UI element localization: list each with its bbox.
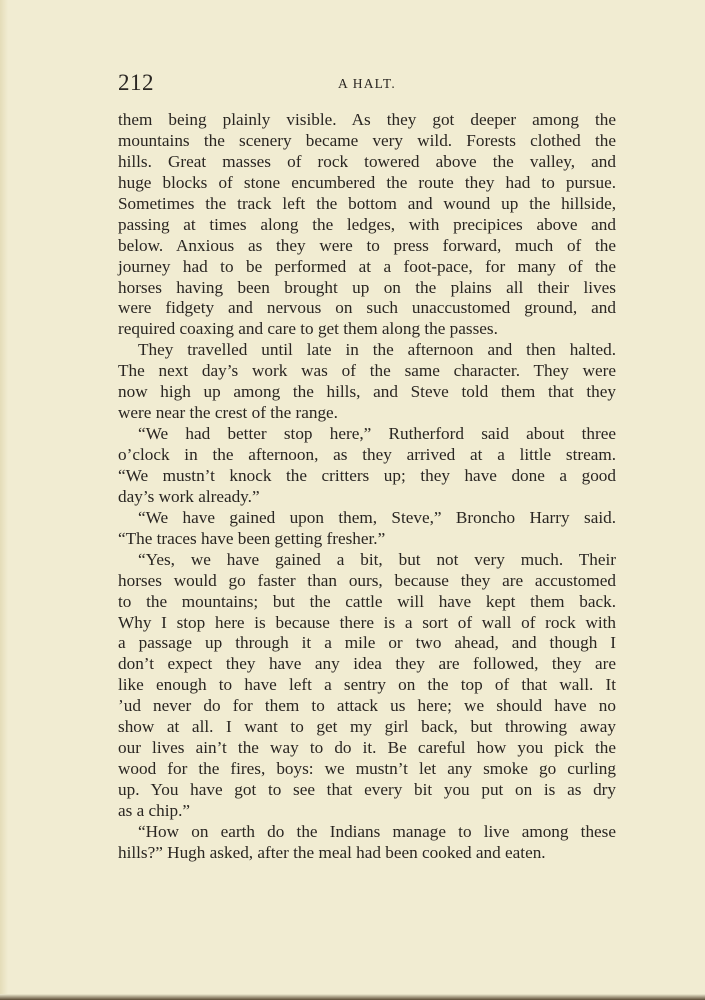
- text-line: don’t expect they have any idea they are followed, they are: [118, 654, 616, 674]
- text-line: The next day’s work was of the same character. They were: [118, 361, 616, 381]
- page-number: 212: [118, 70, 154, 95]
- text-line: “We have gained upon them, Steve,” Broncho Harry said.: [138, 507, 616, 527]
- text-line: They travelled until late in the afternoon and then halted.: [138, 340, 616, 360]
- text-line: horses having been brought up on the plains all their lives: [118, 277, 616, 297]
- text-line: like enough to have left a sentry on the top of that wall. It: [118, 675, 616, 695]
- text-line: ’ud never do for them to attack us here; we should have no: [118, 696, 616, 716]
- text-line: show at all. I want to get my girl back, but throwing away: [118, 717, 616, 737]
- page-header: [118, 70, 616, 94]
- running-head: A HALT.: [338, 76, 396, 91]
- text-line: hills?” Hugh asked, after the meal had been cooked and eaten.: [118, 842, 546, 862]
- text-line: “We had better stop here,” Rutherford said about three: [138, 424, 616, 444]
- text-line: as a chip.”: [118, 800, 191, 820]
- text-line: “How on earth do the Indians manage to live among these: [138, 821, 616, 841]
- text-line: Why I stop here is because there is a sort of wall of rock with: [118, 612, 616, 632]
- text-line: were near the crest of the range.: [118, 403, 338, 423]
- text-line: required coaxing and care to get them along the passes.: [118, 319, 498, 339]
- text-line: up. You have got to see that every bit you put on is as dry: [118, 780, 616, 799]
- text-line: “Yes, we have gained a bit, but not very much. Their: [138, 549, 616, 569]
- text-line: horses would go faster than ours, because they are accustomed: [118, 570, 616, 590]
- page-bottom-edge: [0, 994, 705, 1000]
- text-line: Sometimes the track left the bottom and wound up the hillside,: [118, 193, 616, 213]
- text-line: hills. Great masses of rock towered above the valley, and: [118, 151, 616, 171]
- text-line: journey had to be performed at a foot-pace, for many of the: [118, 256, 616, 276]
- text-line: mountains the scenery became very wild. Forests clothed the: [118, 130, 616, 150]
- text-line: to the mountains; but the cattle will have kept them back.: [118, 591, 616, 611]
- text-line: below. Anxious as they were to press forward, much of the: [118, 235, 616, 255]
- page-edge: [0, 0, 8, 1000]
- text-line: them being plainly visible. As they got deeper among the: [118, 110, 616, 129]
- text-line: o’clock in the afternoon, as they arrived at a little stream.: [118, 445, 616, 464]
- text-line: huge blocks of stone encumbered the route they had to pursue.: [118, 172, 616, 192]
- text-line: passing at times along the ledges, with precipices above and: [118, 214, 616, 234]
- text-line: our lives ain’t the way to do it. Be careful how you pick the: [118, 738, 616, 758]
- text-line: wood for the fires, boys: we mustn’t let any smoke go curling: [118, 759, 616, 779]
- text-line: “The traces have been getting fresher.”: [118, 528, 386, 548]
- text-line: were fidgety and nervous on such unaccustomed ground, and: [118, 298, 616, 318]
- body-text: [118, 110, 616, 864]
- text-line: day’s work already.”: [118, 486, 260, 506]
- text-line: “We mustn’t knock the critters up; they have done a good: [118, 465, 616, 485]
- text-line: now high up among the hills, and Steve told them that they: [118, 382, 616, 402]
- text-line: a passage up through it a mile or two ahead, and though I: [118, 633, 616, 653]
